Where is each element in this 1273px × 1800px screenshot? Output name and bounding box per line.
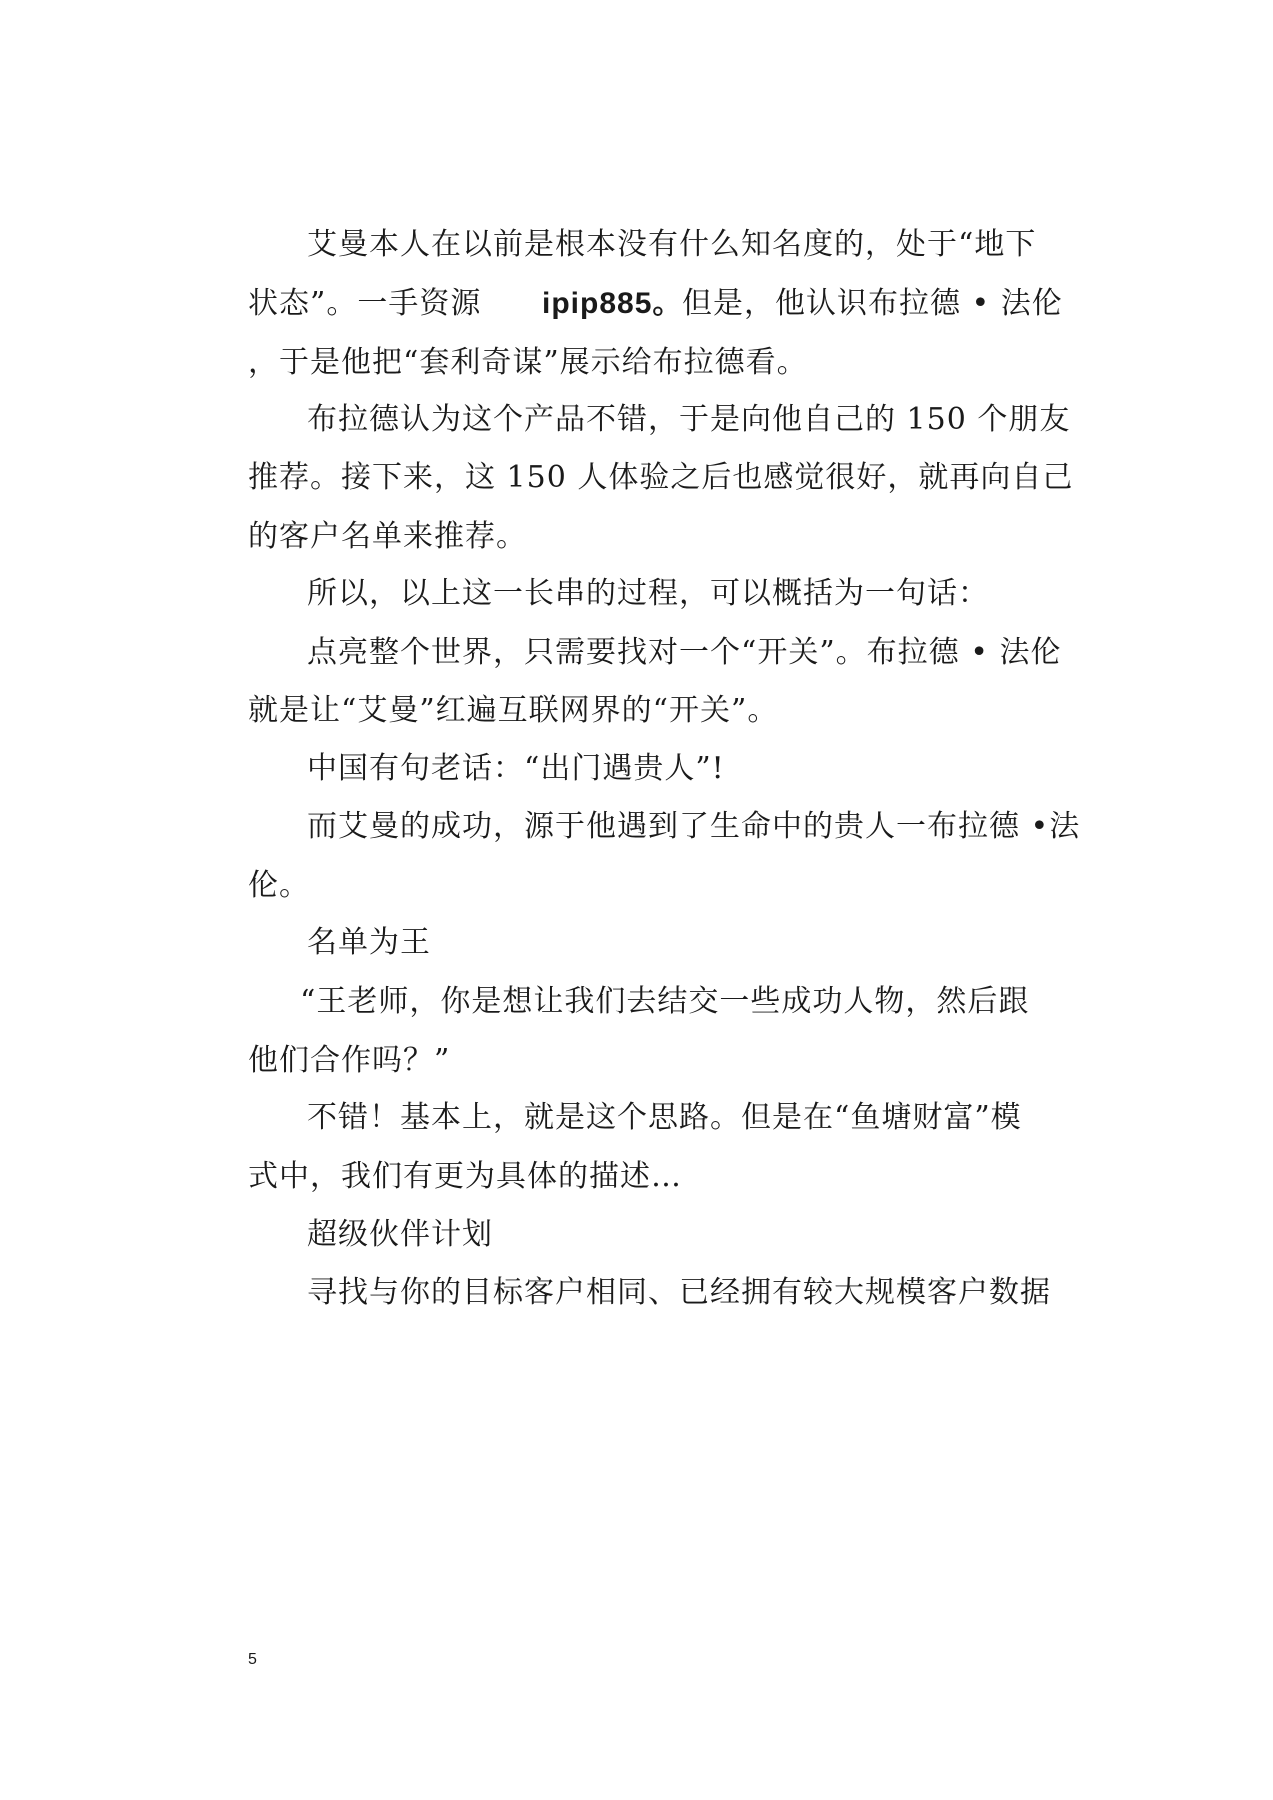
text-line: 伦。 <box>248 868 310 903</box>
text-line: 艾曼本人在以前是根本没有什么知名度的，处于“地下 <box>307 227 1037 262</box>
text-line: 但是，他认识布拉德 • 法伦 <box>682 286 1063 321</box>
text-line: 式中，我们有更为具体的描述… <box>248 1159 682 1194</box>
text-line: 的客户名单来推荐。 <box>248 519 527 554</box>
text-line: “王老师，你是想让我们去结交一些成功人物，然后跟 <box>300 984 1030 1019</box>
text-line: 名单为王 <box>307 925 431 960</box>
text-line: 不错！基本上，就是这个思路。但是在“鱼塘财富”模 <box>307 1100 1022 1135</box>
text-line: 点亮整个世界，只需要找对一个“开关”。布拉德 • 法伦 <box>307 635 1062 670</box>
text-line: 所以，以上这一长串的过程，可以概括为一句话： <box>307 576 989 611</box>
text-line: 状态”。一手资源 <box>248 286 482 321</box>
page-number: 5 <box>248 1651 257 1668</box>
text-line: 他们合作吗？” <box>248 1043 451 1078</box>
text-line: ，于是他把“套利奇谋”展示给布拉德看。 <box>248 345 808 380</box>
text-line: 超级伙伴计划 <box>307 1217 493 1252</box>
text-line: 寻找与你的目标客户相同、已经拥有较大规模客户数据 <box>307 1275 1051 1310</box>
text-line: ipip885。 <box>542 287 684 320</box>
text-line: 中国有句老话：“出门遇贵人”! <box>307 751 725 786</box>
text-line: 而艾曼的成功，源于他遇到了生命中的贵人一布拉德 •法 <box>307 809 1081 844</box>
text-line: 就是让“艾曼”红遍互联网界的“开关”。 <box>248 693 779 728</box>
text-line: 推荐。接下来，这 150 人体验之后也感觉很好，就再向自己 <box>248 460 1074 495</box>
text-line: 布拉德认为这个产品不错，于是向他自己的 150 个朋友 <box>307 402 1071 437</box>
